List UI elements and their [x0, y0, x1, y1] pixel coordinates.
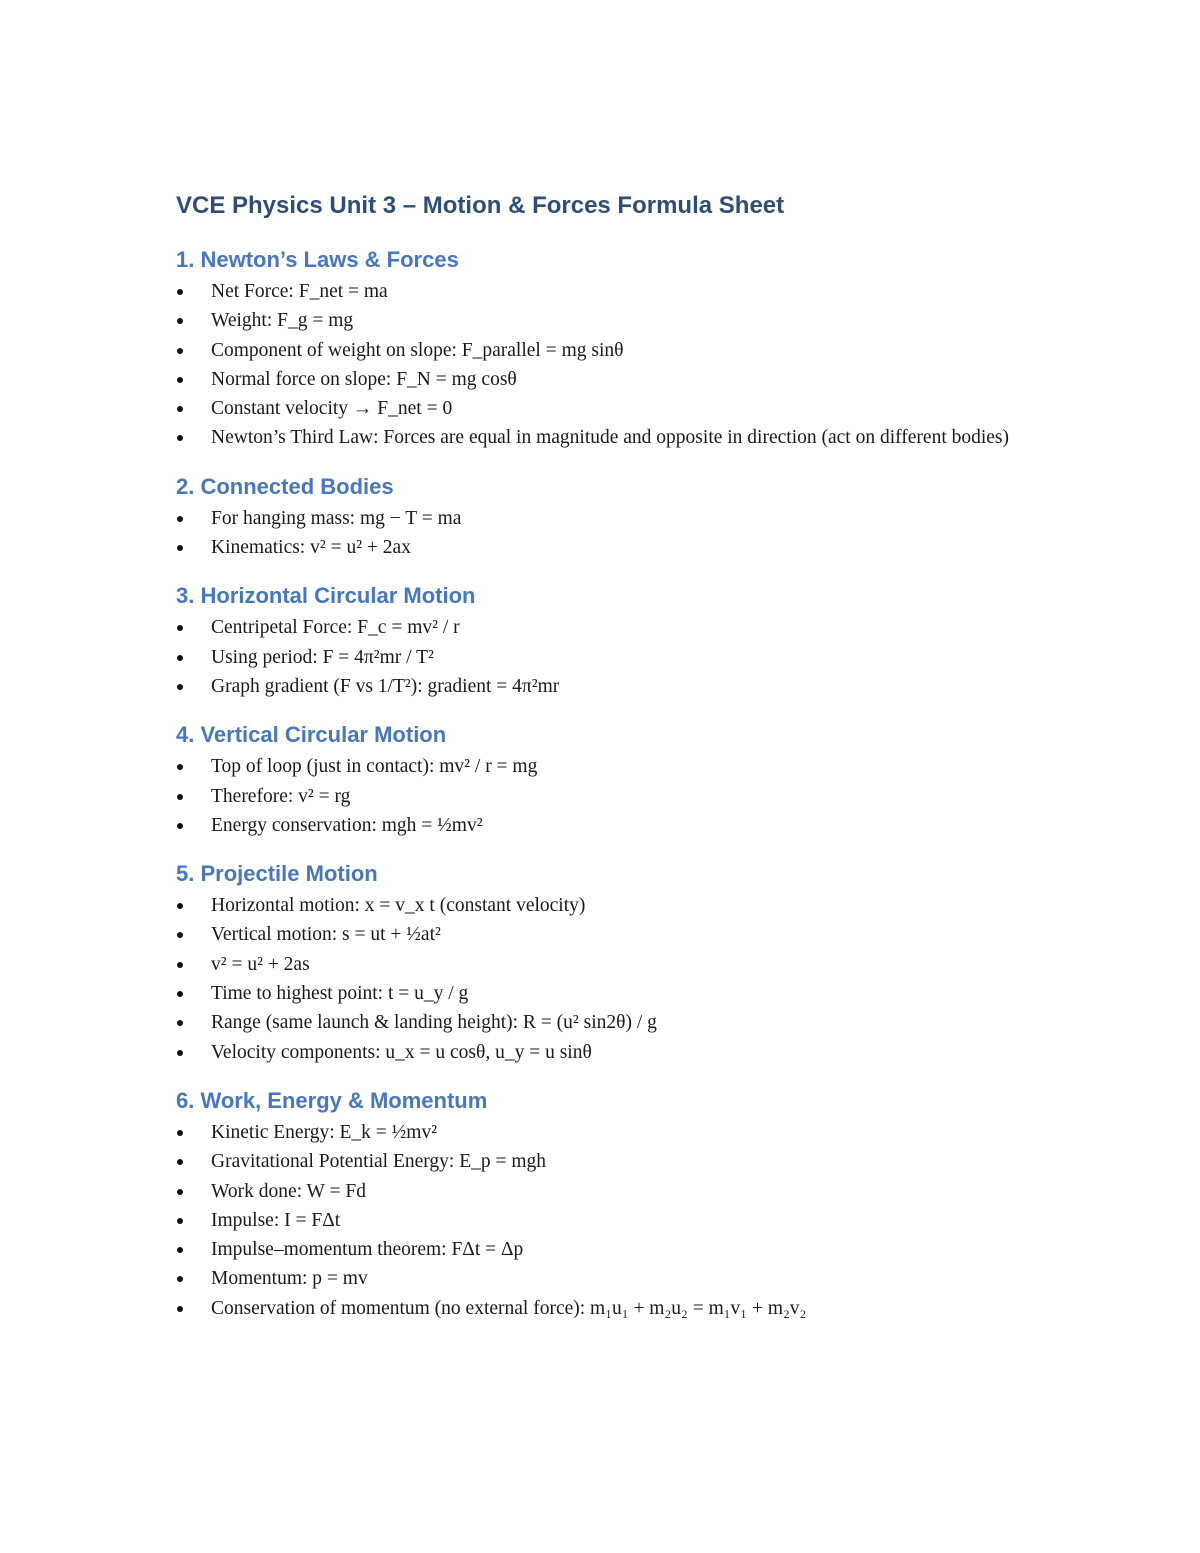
- formula-text: Momentum: p = mv: [211, 1268, 368, 1290]
- section-work-energy-momentum: [176, 1086, 1036, 1323]
- formula-text: Gravitational Potential Energy: E_p = mgh: [211, 1151, 547, 1173]
- formula-list: [176, 504, 1036, 563]
- formula-text: Graph gradient (F vs 1/T²): gradient = 4π²mr: [211, 675, 560, 697]
- section-heading: 2. Connected Bodies: [176, 473, 394, 499]
- list-item: [176, 1264, 1036, 1293]
- section-heading: 3. Horizontal Circular Motion: [176, 583, 476, 609]
- list-item: [176, 752, 1036, 781]
- formula-text: Velocity components: u_x = u cosθ, u_y = u sinθ: [211, 1041, 592, 1063]
- formula-text: Top of loop (just in contact): mv² / r = mg: [211, 756, 538, 778]
- list-item: [176, 643, 1036, 672]
- formula-text: Impulse: I = FΔt: [211, 1209, 341, 1231]
- section-heading: 1. Newton’s Laws & Forces: [176, 247, 459, 272]
- formula-text: Using period: F = 4π²mr / T²: [211, 646, 434, 668]
- list-item: [176, 920, 1036, 949]
- list-item: [176, 1235, 1036, 1264]
- formula-text: Therefore: v² = rg: [211, 785, 351, 807]
- list-item: [176, 782, 1036, 811]
- formula-list: [176, 1118, 1036, 1323]
- section-heading: 4. Vertical Circular Motion: [176, 722, 447, 748]
- list-item: [176, 1118, 1036, 1147]
- formula-text: Newton’s Third Law: Forces are equal in magnitude and opposite in direction (act on different bodies): [211, 427, 1010, 449]
- list-item: [176, 950, 1036, 979]
- formula-text: For hanging mass: mg − T = ma: [211, 507, 462, 529]
- formula-text: Component of weight on slope: F_parallel = mg sinθ: [211, 339, 624, 361]
- formula-text: Constant velocity → F_net = 0: [211, 398, 453, 420]
- formula-text: Normal force on slope: F_N = mg cosθ: [211, 368, 517, 390]
- formula-text: Energy conservation: mgh = ½mv²: [211, 814, 483, 836]
- list-item: [176, 672, 1036, 701]
- list-item: [176, 1038, 1036, 1067]
- list-item: [176, 891, 1036, 920]
- formula-text: Work done: W = Fd: [211, 1180, 366, 1202]
- section-newtons-laws: [176, 245, 1036, 453]
- list-item: [176, 613, 1036, 642]
- list-item: [176, 1294, 1036, 1323]
- formula-text: Weight: F_g = mg: [211, 310, 354, 332]
- formula-list: [176, 752, 1036, 840]
- formula-text: Kinematics: v² = u² + 2ax: [211, 537, 411, 559]
- section-horizontal-circular-motion: [176, 581, 1036, 701]
- formula-list: [176, 891, 1036, 1067]
- list-item: [176, 423, 1036, 452]
- list-item: [176, 306, 1036, 335]
- section-heading: 5. Projectile Motion: [176, 861, 378, 887]
- page-title: VCE Physics Unit 3 – Motion & Forces Formula Sheet: [176, 192, 785, 219]
- list-item: [176, 1177, 1036, 1206]
- formula-text: Kinetic Energy: E_k = ½mv²: [211, 1121, 438, 1143]
- formula-text: Range (same launch & landing height): R = (u² sin2θ) / g: [211, 1012, 657, 1034]
- document-page: [176, 190, 1036, 1342]
- formula-text: v² = u² + 2as: [211, 953, 310, 975]
- formula-text: Impulse–momentum theorem: FΔt = Δp: [211, 1239, 524, 1261]
- section-vertical-circular-motion: [176, 720, 1036, 840]
- list-item: [176, 811, 1036, 840]
- formula-text: Vertical motion: s = ut + ½at²: [211, 924, 441, 946]
- list-item: [176, 979, 1036, 1008]
- formula-text: Horizontal motion: x = v_x t (constant velocity): [211, 895, 586, 917]
- list-item: [176, 533, 1036, 562]
- formula-text: Net Force: F_net = ma: [211, 281, 388, 302]
- formula-text: Time to highest point: t = u_y / g: [211, 983, 469, 1005]
- section-connected-bodies: [176, 472, 1036, 563]
- list-item: [176, 1147, 1036, 1176]
- formula-text: Conservation of momentum (no external force): m₁u₁ + m₂u₂ = m₁v₁ + m₂v₂: [211, 1297, 807, 1319]
- formula-list: [176, 613, 1036, 701]
- list-item: [176, 504, 1036, 533]
- list-item: [176, 336, 1036, 365]
- list-item: [176, 365, 1036, 394]
- list-item: [176, 1206, 1036, 1235]
- section-heading: 6. Work, Energy & Momentum: [176, 1087, 488, 1113]
- list-item: [176, 277, 1036, 306]
- formula-text: Centripetal Force: F_c = mv² / r: [211, 617, 460, 639]
- list-item: [176, 394, 1036, 423]
- formula-list: [176, 277, 1036, 453]
- section-projectile-motion: [176, 859, 1036, 1067]
- list-item: [176, 1008, 1036, 1037]
